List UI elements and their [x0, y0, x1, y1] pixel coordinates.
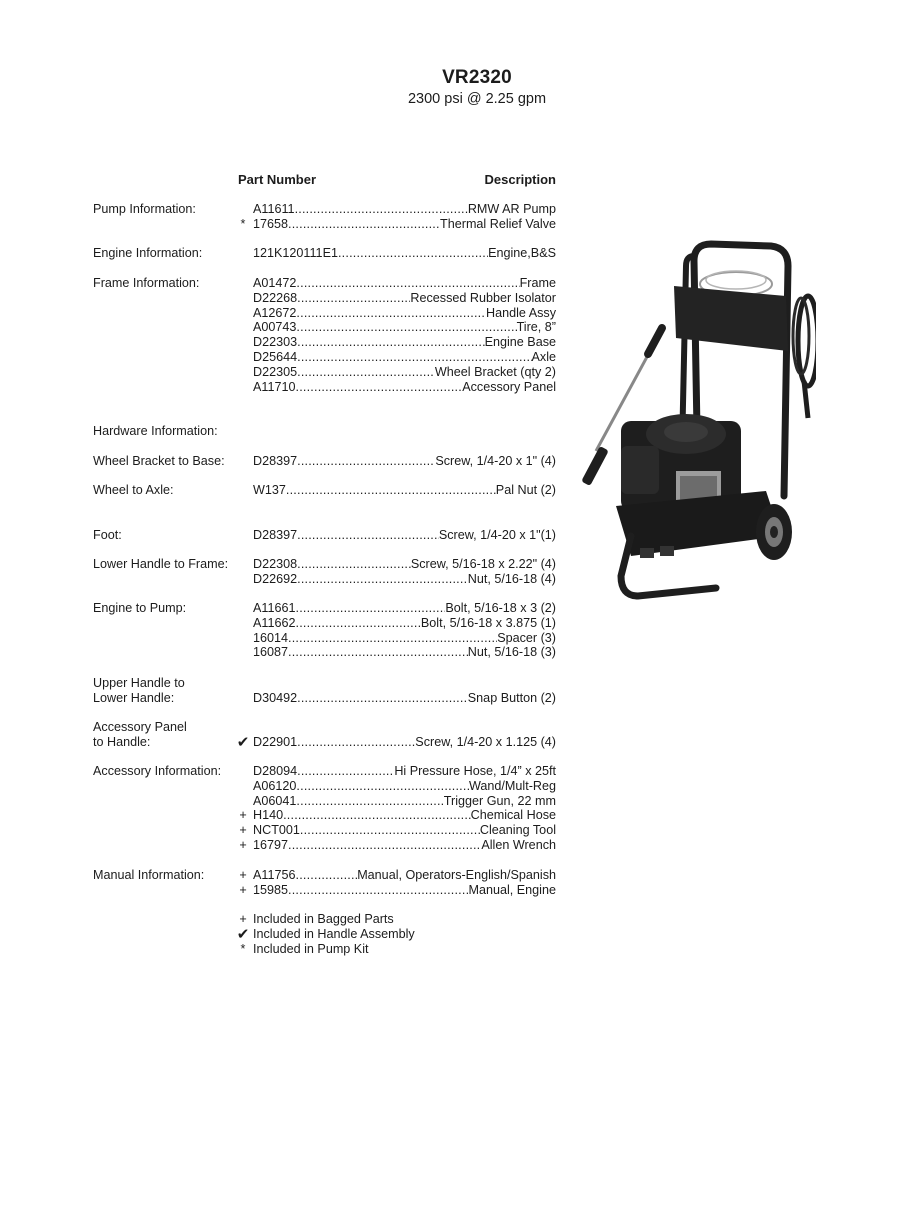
part-entry	[253, 246, 556, 261]
part-description: Hi Pressure Hose, 1/4” x 25ft	[394, 764, 556, 778]
part-number-header: Part Number	[238, 172, 317, 187]
part-row	[0, 616, 906, 631]
plus-marker: +	[239, 868, 247, 882]
category-label: Engine to Pump:	[93, 601, 187, 615]
part-entry	[253, 276, 556, 291]
part-entry	[253, 335, 556, 350]
leader-dots	[297, 691, 468, 706]
leader-dots	[297, 735, 415, 750]
part-description: Frame	[519, 276, 556, 290]
part-entry	[253, 823, 556, 838]
part-entry	[253, 380, 556, 395]
part-description: Recessed Rubber Isolator	[410, 290, 556, 305]
part-number: H140	[253, 808, 284, 823]
leader-dots	[297, 528, 439, 543]
leader-dots	[288, 838, 481, 853]
plus-marker: +	[239, 912, 247, 926]
part-number: 17658	[253, 216, 289, 231]
part-entry	[253, 883, 556, 898]
category-label: Engine Information:	[93, 246, 203, 260]
leader-dots	[296, 380, 463, 395]
part-entry	[253, 320, 556, 335]
pressure-washer-illustration	[576, 236, 816, 604]
category-row	[0, 676, 906, 691]
leader-dots	[300, 823, 480, 838]
part-entry	[253, 691, 556, 706]
category-label: Lower Handle to Frame:	[93, 557, 229, 571]
part-entry	[253, 631, 556, 646]
category-label: Wheel to Axle:	[93, 483, 174, 497]
part-number: W137	[253, 483, 286, 497]
part-entry	[253, 735, 556, 750]
part-description: Engine,B&S	[488, 246, 556, 260]
part-entry	[253, 291, 556, 306]
part-number: D28397	[253, 454, 298, 468]
part-entry	[253, 306, 556, 321]
part-description: Allen Wrench	[481, 838, 556, 852]
category-label: Hardware Information:	[93, 424, 218, 438]
part-entry	[253, 764, 556, 779]
leader-dots	[297, 335, 484, 350]
part-description: Nut, 5/16-18 (3)	[467, 645, 556, 660]
pressure-rating: 2300 psi @ 2.25 gpm	[407, 91, 547, 107]
part-description: Bolt, 5/16-18 x 3.875 (1)	[420, 615, 556, 630]
legend-row	[0, 912, 906, 927]
part-row	[0, 217, 906, 232]
asterisk-marker: *	[240, 216, 246, 231]
part-description: Snap Button (2)	[467, 690, 556, 705]
part-entry	[253, 868, 556, 883]
part-description: Cleaning Tool	[479, 823, 556, 838]
part-row	[0, 808, 906, 823]
part-description: Nut, 5/16-18 (4)	[467, 571, 556, 586]
leader-dots	[297, 764, 394, 779]
part-number: A11661	[253, 601, 296, 615]
part-number: 121K120111E1	[253, 246, 338, 260]
part-row	[0, 764, 906, 779]
category-row	[0, 720, 906, 735]
part-entry	[253, 779, 556, 794]
leader-dots	[295, 202, 468, 217]
part-description: Screw, 1/4-20 x 1"(1)	[438, 528, 556, 542]
part-entry	[253, 202, 556, 217]
plus-marker: +	[239, 838, 247, 852]
leader-dots	[296, 320, 516, 335]
part-description: Trigger Gun, 22 mm	[443, 793, 556, 808]
part-entry	[253, 645, 556, 660]
part-number: D28397	[253, 528, 298, 542]
category-label: Foot:	[93, 528, 122, 542]
part-entry	[253, 808, 556, 823]
part-entry	[253, 483, 556, 498]
part-description: Screw, 5/16-18 x 2.22" (4)	[410, 557, 556, 571]
part-entry	[253, 794, 556, 809]
part-number: D28094	[253, 764, 298, 778]
leader-dots	[297, 557, 411, 572]
part-number: D22308	[253, 557, 298, 571]
part-description: Handle Assy	[485, 305, 556, 320]
part-description: Axle	[531, 350, 556, 364]
part-number: 16014	[253, 630, 289, 645]
leader-dots	[286, 483, 496, 498]
part-number: D22305	[253, 364, 298, 379]
category-label: to Handle:	[93, 734, 151, 749]
part-row	[0, 202, 906, 217]
part-number: A06120	[253, 778, 297, 793]
leader-dots	[296, 868, 358, 883]
leader-dots	[296, 779, 469, 794]
category-label: Frame Information:	[93, 276, 200, 290]
part-number: A12672	[253, 305, 297, 320]
category-label: Manual Information:	[93, 868, 205, 882]
part-number: 16797	[253, 838, 289, 852]
part-entry	[253, 217, 556, 232]
legend-row	[0, 942, 906, 957]
part-row	[0, 631, 906, 646]
part-row	[0, 735, 906, 750]
part-description: Wand/Mult-Reg	[468, 778, 556, 793]
leader-dots	[296, 601, 446, 616]
plus-marker: +	[239, 823, 247, 838]
leader-dots	[296, 616, 421, 631]
part-number: D22303	[253, 335, 298, 350]
trigger-gun	[581, 446, 609, 486]
part-row	[0, 868, 906, 883]
part-number: A11710	[253, 379, 296, 394]
part-number: A00743	[253, 320, 297, 335]
plus-marker: +	[239, 882, 247, 897]
category-label: Accessory Information:	[93, 764, 222, 778]
category-label: Upper Handle to	[93, 676, 185, 690]
part-entry	[253, 350, 556, 365]
part-row	[0, 794, 906, 809]
part-description: Tire, 8”	[516, 320, 556, 335]
legend-row	[0, 927, 906, 942]
part-description: Thermal Relief Valve	[440, 216, 556, 231]
leader-dots	[297, 350, 531, 365]
accessory-panel	[674, 286, 788, 351]
leader-dots	[297, 291, 410, 306]
leader-dots	[288, 217, 440, 232]
part-number: NCT001	[253, 823, 300, 838]
check-mark-icon: ✔	[236, 733, 250, 751]
part-description: Chemical Hose	[470, 808, 556, 823]
leader-dots	[296, 794, 443, 809]
part-entry	[253, 572, 556, 587]
leader-dots	[288, 631, 497, 646]
part-number: 15985	[253, 882, 289, 897]
asterisk-marker: *	[240, 941, 246, 956]
leader-dots	[288, 883, 468, 898]
part-description: Screw, 1/4-20 x 1" (4)	[435, 454, 556, 468]
category-label: Lower Handle:	[93, 690, 175, 705]
leader-dots	[283, 808, 471, 823]
part-number: 16087	[253, 645, 289, 660]
part-number: A06041	[253, 793, 297, 808]
category-label: Pump Information:	[93, 202, 196, 216]
description-header: Description	[484, 172, 556, 187]
part-row	[0, 691, 906, 706]
part-row	[0, 779, 906, 794]
part-description: Bolt, 5/16-18 x 3 (2)	[445, 601, 556, 615]
part-entry	[253, 601, 556, 616]
model-title: VR2320	[442, 67, 512, 88]
part-entry	[253, 838, 556, 853]
part-number: D30492	[253, 690, 298, 705]
part-entry	[253, 365, 556, 380]
part-description: Manual, Engine	[468, 882, 556, 897]
part-row	[0, 838, 906, 853]
leader-dots	[297, 454, 435, 469]
part-description: Manual, Operators-English/Spanish	[357, 868, 556, 882]
part-description: Pal Nut (2)	[495, 483, 556, 497]
part-number: A01472	[253, 276, 297, 290]
legend-label: Included in Bagged Parts	[253, 912, 394, 926]
part-number: D22901	[253, 734, 298, 749]
leader-dots	[296, 276, 519, 291]
category-label: Wheel Bracket to Base:	[93, 454, 225, 468]
part-number: A11756	[253, 868, 296, 882]
leader-dots	[338, 246, 488, 261]
part-entry	[253, 454, 556, 469]
part-description: Accessory Panel	[462, 379, 556, 394]
leader-dots	[297, 365, 435, 380]
part-description: Engine Base	[484, 335, 556, 350]
part-row	[0, 645, 906, 660]
part-number: D25644	[253, 350, 298, 364]
part-description: RMW AR Pump	[467, 202, 556, 216]
plus-marker: +	[239, 808, 247, 823]
part-row	[0, 823, 906, 838]
leader-dots	[288, 645, 468, 660]
part-row	[0, 883, 906, 898]
part-entry	[253, 616, 556, 631]
legend-label: Included in Handle Assembly	[253, 926, 415, 941]
leader-dots	[296, 306, 486, 321]
part-entry	[253, 557, 556, 572]
check-mark-icon: ✔	[236, 925, 250, 943]
part-description: Spacer (3)	[497, 630, 556, 645]
part-number: D22692	[253, 571, 298, 586]
part-number: D22268	[253, 290, 298, 305]
part-description: Screw, 1/4-20 x 1.125 (4)	[415, 734, 556, 749]
legend-label: Included in Pump Kit	[253, 941, 369, 956]
part-description: Wheel Bracket (qty 2)	[434, 364, 556, 379]
part-number: A11611	[253, 202, 295, 216]
part-entry	[253, 528, 556, 543]
part-number: A11662	[253, 615, 296, 630]
leader-dots	[297, 572, 468, 587]
category-label: Accessory Panel	[93, 720, 187, 734]
